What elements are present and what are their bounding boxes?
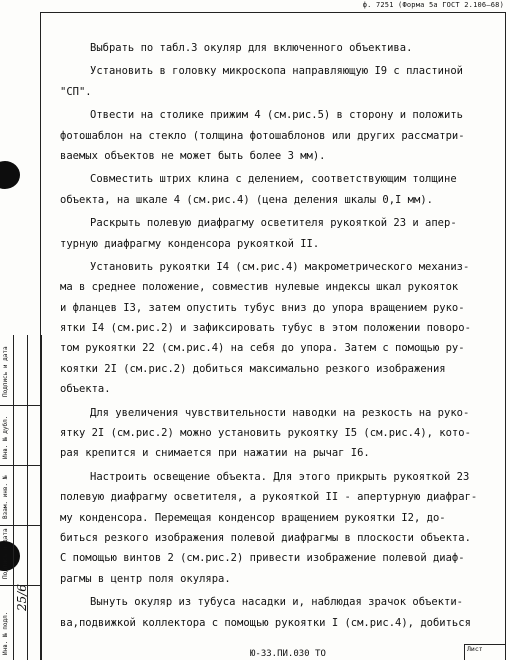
side-stamp <box>0 335 42 660</box>
text-line: Отвести на столике прижим 4 (см.рис.5) в сторону и положить <box>90 109 463 122</box>
text-line: ятки I4 (см.рис.2) и зафиксировать тубус в этом положении поворо- <box>60 322 471 335</box>
form-header: ф. 7251 (Форма 5а ГОСТ 2.106—68) <box>362 1 504 9</box>
text-line: объекта. <box>60 383 111 396</box>
text-line: "СП". <box>60 85 92 98</box>
stamp-label: Инв. № дубл. <box>2 415 9 459</box>
sheet-box: Лист <box>464 644 506 660</box>
stamp-divider <box>0 525 41 526</box>
body-text <box>60 38 480 633</box>
text-line: С помощью винтов 2 (см.рис.2) привести изображение полевой диаф- <box>60 552 465 565</box>
text-line: Выбрать по табл.3 окуляр для включенного объектива. <box>90 42 413 54</box>
text-line: му конденсора. Перемещая конденсор вращением рукоятки I2, до- <box>60 511 446 524</box>
text-line: рая крепится и снимается при нажатии на рычаг I6. <box>60 447 370 460</box>
text-line: Вынуть окуляр из тубуса насадки и, наблюдая зрачок объекти- <box>90 596 463 609</box>
text-line: биться резкого изображения полевой диафрагмы в плоскости объекта. <box>60 531 471 544</box>
text-line: Раскрыть полевую диафрагму осветителя рукояткой 23 и апер- <box>90 217 457 230</box>
text-line: Установить рукоятки I4 (см.рис.4) макрометрического механиз- <box>90 260 470 273</box>
text-line: полевую диафрагму осветителя, а рукояткой II - апертурную диафраг- <box>60 491 478 504</box>
punch-hole <box>0 161 20 189</box>
stamp-label: Подпись и дата <box>2 528 9 579</box>
stamp-divider <box>13 335 14 660</box>
text-line: Совместить штрих клина с делением, соответствующим толщине <box>90 173 457 186</box>
stamp-label: Подпись и дата <box>2 346 9 397</box>
text-line: и фланцев I3, затем опустить тубус вниз до упора вращением руко- <box>60 301 465 314</box>
frame-top-line <box>40 12 506 13</box>
stamp-label: Взам. инв. № <box>2 475 9 519</box>
text-line: том рукоятки 22 (см.рис.4) на себя до упора. Затем с помощью ру- <box>60 342 465 355</box>
text-line: ваемых объектов не может быть более 3 мм). <box>60 149 326 162</box>
text-line: коятки 2I (см.рис.2) добиться максимально резкого изображения <box>60 362 446 375</box>
stamp-label: Инв. № подл. <box>2 611 9 655</box>
text-line: ва,подвижкой коллектора с помощью рукоятки I (см.рис.4), добиться <box>60 616 471 629</box>
text-line: Для увеличения чувствительности наводки на резкость на руко- <box>90 406 470 419</box>
text-line: турную диафрагму конденсора рукояткой II. <box>60 237 320 250</box>
text-line: рагмы в центр поля окуляра. <box>60 572 231 585</box>
stamp-divider <box>27 335 28 660</box>
document-code: Ю-33.ПИ.030 ТО <box>250 649 326 659</box>
inventory-number: 25/6 <box>15 584 29 611</box>
text-line: ма в среднее положение, совместив нулевые индексы шкал рукояток <box>60 281 459 294</box>
stamp-divider <box>0 405 41 406</box>
text-line: фотошаблон на стекло (толщина фотошаблонов или других рассматри- <box>60 129 465 142</box>
text-line: ятку 2I (см.рис.2) можно установить рукоятку I5 (см.рис.4), кото- <box>60 427 471 440</box>
text-line: объекта, на шкале 4 (см.рис.4) (цена деления шкалы 0,I мм). <box>60 193 433 206</box>
frame-right-line <box>505 12 506 660</box>
text-line: Установить в головку микроскопа направляющую I9 с пластиной <box>90 65 463 78</box>
stamp-divider <box>0 465 41 466</box>
text-line: Настроить освещение объекта. Для этого прикрыть рукояткой 23 <box>90 470 470 483</box>
